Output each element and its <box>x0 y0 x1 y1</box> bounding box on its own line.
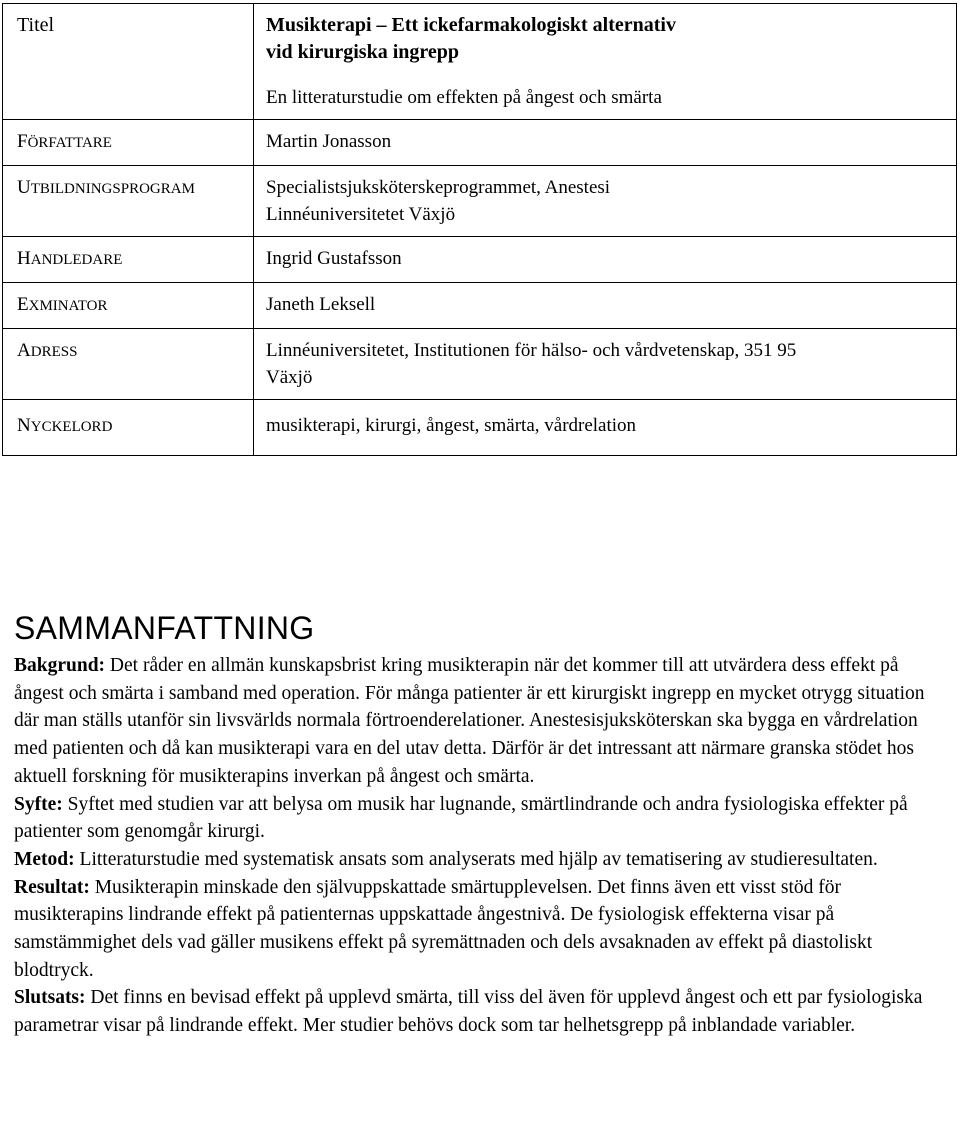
title-label: Titel <box>17 14 55 36</box>
title-row <box>3 4 957 120</box>
address-label: ADRESS <box>3 329 254 400</box>
title-value-cell <box>254 4 957 120</box>
keywords-row <box>3 400 957 456</box>
aim-text: Syftet med studien var att belysa om musik har lugnande, smärtlindrande och andra fysiologiska effekter på patienter som genomgår kirurgi. <box>14 793 908 843</box>
program-value <box>254 166 957 237</box>
background-label: Bakgrund: <box>14 655 106 676</box>
address-value <box>254 329 957 400</box>
method-text: Litteraturstudie med systematisk ansats som analyserats med hjälp av tematisering av studieresultaten. <box>74 848 878 870</box>
result-label: Resultat: <box>14 876 90 898</box>
supervisor-label: HANDLEDARE <box>3 237 254 283</box>
examiner-label: EXMINATOR <box>3 283 254 329</box>
summary-heading: SAMMANFATTNING <box>14 610 315 646</box>
conclusion-label: Slutsats: <box>14 987 86 1009</box>
address-line-2: Växjö <box>266 367 313 388</box>
method-label: Metod: <box>14 848 75 870</box>
author-label: FÖRFATTARE <box>3 120 254 166</box>
author-value: Martin Jonasson <box>254 120 957 166</box>
program-label: UTBILDNINGSPROGRAM <box>3 166 254 237</box>
result-text: Musikterapin minskade den självuppskattade smärtupplevelsen. Det finns även ett visst stöd för musikterapins lindrande effekt på patienternas uppskattade ångestnivå. De fysiologisk effekterna visar på samstämmighet dels vad gäller musikens effekt på syremättnaden och dels avsaknaden av effekt på diastoliskt blodtryck. <box>14 876 873 981</box>
title-line-1: Musikterapi – Ett ickefarmakologiskt alternativ <box>266 14 676 36</box>
program-line-2: Linnéuniversitetet Växjö <box>266 204 456 225</box>
conclusion-text: Det finns en bevisad effekt på upplevd smärta, till viss del även för upplevd ångest och ett par fysiologiska parametrar visar på lindrande effekt. Mer studier behövs dock som tar helhetsgrepp på inblandade variabler. <box>14 987 923 1037</box>
title-line-2: vid kirurgiska ingrepp <box>266 41 460 63</box>
address-row <box>3 329 957 400</box>
aim-label: Syfte: <box>14 793 63 815</box>
program-row <box>3 166 957 237</box>
metadata-table <box>2 3 957 456</box>
keywords-label: NYCKELORD <box>3 400 254 456</box>
subtitle: En litteraturstudie om effekten på ångest och smärta <box>266 87 662 108</box>
address-line-1: Linnéuniversitetet, Institutionen för hälso- och vårdvetenskap, 351 95 <box>266 340 797 361</box>
background-text: Det råder en allmän kunskapsbrist kring musikterapin när det kommer till att utvärdera dess effekt på ångest och smärta i samband med operation. För många patienter är ett kirurgiskt ingrepp en mycket otrygg situation där man ställs utanför sin livsvärlds normala förtroenderelationer. Anestesisjuksköterskan ska bygga en vårdrelation med patienten och då kan musikterapi vara en del utav detta. Därför är det intressant att närmare granska stödet hos aktuell forskning för musikterapins inverkan på ångest och smärta. <box>14 655 925 787</box>
summary-body <box>14 652 949 1040</box>
examiner-row <box>3 283 957 329</box>
title-label-cell <box>3 4 254 120</box>
supervisor-row <box>3 237 957 283</box>
keywords-value: musikterapi, kirurgi, ångest, smärta, vårdrelation <box>254 400 957 456</box>
summary-section <box>14 608 949 1040</box>
program-line-1: Specialistsjuksköterskeprogrammet, Anestesi <box>266 177 611 198</box>
supervisor-value: Ingrid Gustafsson <box>254 237 957 283</box>
author-row <box>3 120 957 166</box>
examiner-value: Janeth Leksell <box>254 283 957 329</box>
